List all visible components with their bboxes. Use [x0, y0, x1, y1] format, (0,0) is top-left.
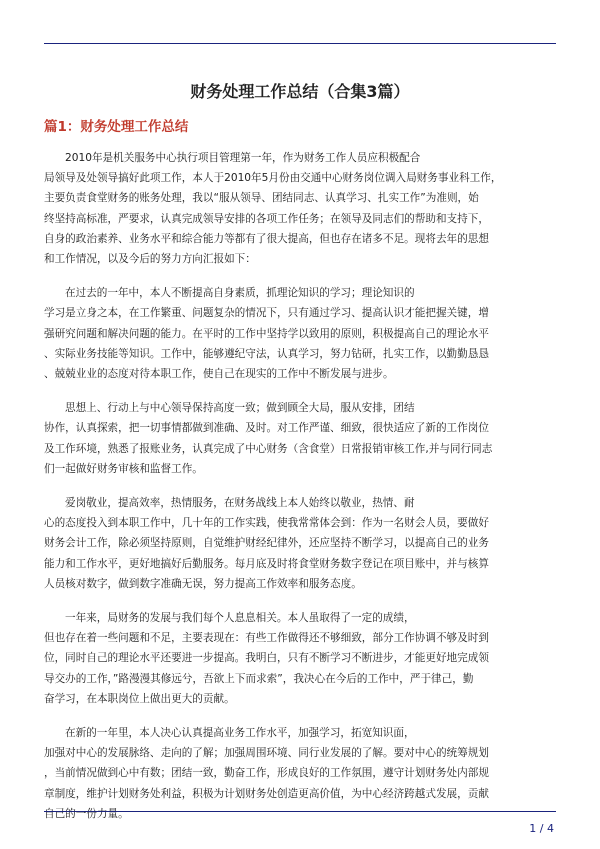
document-title: 财务处理工作总结（合集3篇）: [190, 82, 410, 101]
paragraph-line: 奋学习，在本职岗位上做出更大的贡献。: [44, 692, 235, 705]
paragraph: [44, 493, 556, 594]
paragraph-line: 、兢兢业业的态度对待本职工作，使自己在现实的工作中不断发展与进步。: [44, 368, 394, 381]
header-rule: [44, 43, 556, 44]
paragraph-line: 协作，认真探索，把一切事情都做到准确、及时。对工作严谨、细致，很快适应了新的工作岗位: [44, 422, 489, 435]
paragraph: [44, 608, 556, 709]
paragraph-line: 在新的一年里，本人决心认真提高业务工作水平，加强学习，拓宽知识面，: [65, 727, 415, 740]
paragraph-line: 2010年是机关服务中心执行项目管理第一年，作为财务工作人员应积极配合: [65, 152, 421, 164]
paragraph-line: 思想上、行动上与中心领导保持高度一致；做到顾全大局，服从安排，团结: [65, 402, 415, 415]
paragraph-line: 们一起做好财务审核和监督工作。: [44, 462, 203, 475]
paragraph-line: 财务会计工作，除必须坚持原则，自觉维护财经纪律外，还应坚持不断学习，以提高自己的业务: [44, 537, 489, 550]
paragraph-line: 强研究问题和解决问题的能力。在平时的工作中坚持学以致用的原则，积极提高自己的理论水平: [44, 327, 489, 340]
paragraph-line: 但也存在着一些问题和不足，主要表现在：有些工作做得还不够细致，部分工作协调不够及时到: [44, 632, 489, 645]
paragraph: [44, 723, 556, 824]
paragraph-line: 在过去的一年中，本人不断提高自身素质，抓理论知识的学习；理论知识的: [65, 287, 415, 300]
page-number: 1 / 4: [529, 822, 554, 835]
paragraph-line: 及工作环境，熟悉了报账业务，认真完成了中心财务（含食堂）日常报销审核工作,并与同行同志: [44, 442, 493, 455]
paragraph-line: ，当前情况做到心中有数；团结一致，勤奋工作，形成良好的工作氛围，遵守计划财务处内部规: [44, 767, 489, 780]
paragraph-line: 自己的一份力量。: [44, 807, 129, 820]
paragraph: [44, 283, 556, 384]
paragraph-line: 、实际业务技能等知识。工作中，能够遵纪守法，认真学习，努力钻研，扎实工作，以勤勤恳恳: [44, 347, 489, 360]
paragraph: [44, 148, 556, 269]
paragraph-line: 章制度，维护计划财务处利益，积极为计划财务处创造更高价值，为中心经济跨越式发展，贡献: [44, 787, 489, 800]
paragraph-line: 心的态度投入到本职工作中，几十年的工作实践，使我常常体会到：作为一名财会人员，要做好: [44, 517, 489, 530]
paragraph-line: 导交办的工作，”路漫漫其修远兮，吾欲上下而求索”，我决心在今后的工作中，严于律己，勤: [44, 672, 474, 685]
paragraph-line: 位，同时自己的理论水平还要进一步提高。我明白，只有不断学习不断进步，才能更好地完成领: [44, 652, 489, 665]
footer-rule: [44, 811, 556, 812]
paragraph-line: 终坚持高标准，严要求，认真完成领导安排的各项工作任务；在领导及同志们的帮助和支持下，: [44, 212, 489, 225]
document-body: [44, 148, 556, 838]
paragraph-line: 一年来，局财务的发展与我们每个人息息相关。本人虽取得了一定的成绩，: [65, 612, 415, 625]
paragraph-line: 自身的政治素养、业务水平和综合能力等都有了很大提高，但也存在诸多不足。现将去年的思想: [44, 232, 489, 245]
paragraph-line: 和工作情况，以及今后的努力方向汇报如下：: [44, 253, 256, 266]
paragraph-line: 人员核对数字，做到数字准确无误，努力提高工作效率和服务态度。: [44, 577, 362, 590]
section-heading: 篇1：财务处理工作总结: [44, 119, 189, 135]
paragraph-line: 学习是立身之本，在工作繁重、问题复杂的情况下，只有通过学习、提高认识才能把握关键，增: [44, 307, 489, 320]
paragraph: [44, 398, 556, 479]
paragraph-line: 爱岗敬业，提高效率，热情服务，在财务战线上本人始终以敬业，热情、耐: [65, 497, 415, 510]
paragraph-line: 加强对中心的发展脉络、走向的了解；加强周围环境、同行业发展的了解。要对中心的统筹规划: [44, 747, 489, 760]
paragraph-line: 局领导及处领导搞好此项工作，本人于2010年5月份由交通中心财务岗位调入局财务事业科工作，: [44, 172, 502, 185]
paragraph-line: 能力和工作水平，更好地搞好后勤服务。每月底及时将食堂财务数字登记在项目账中，并与核算: [44, 557, 489, 570]
paragraph-line: 主要负责食堂财务的账务处理，我以“服从领导、团结同志、认真学习、扎实工作”为准则，始: [44, 192, 479, 205]
